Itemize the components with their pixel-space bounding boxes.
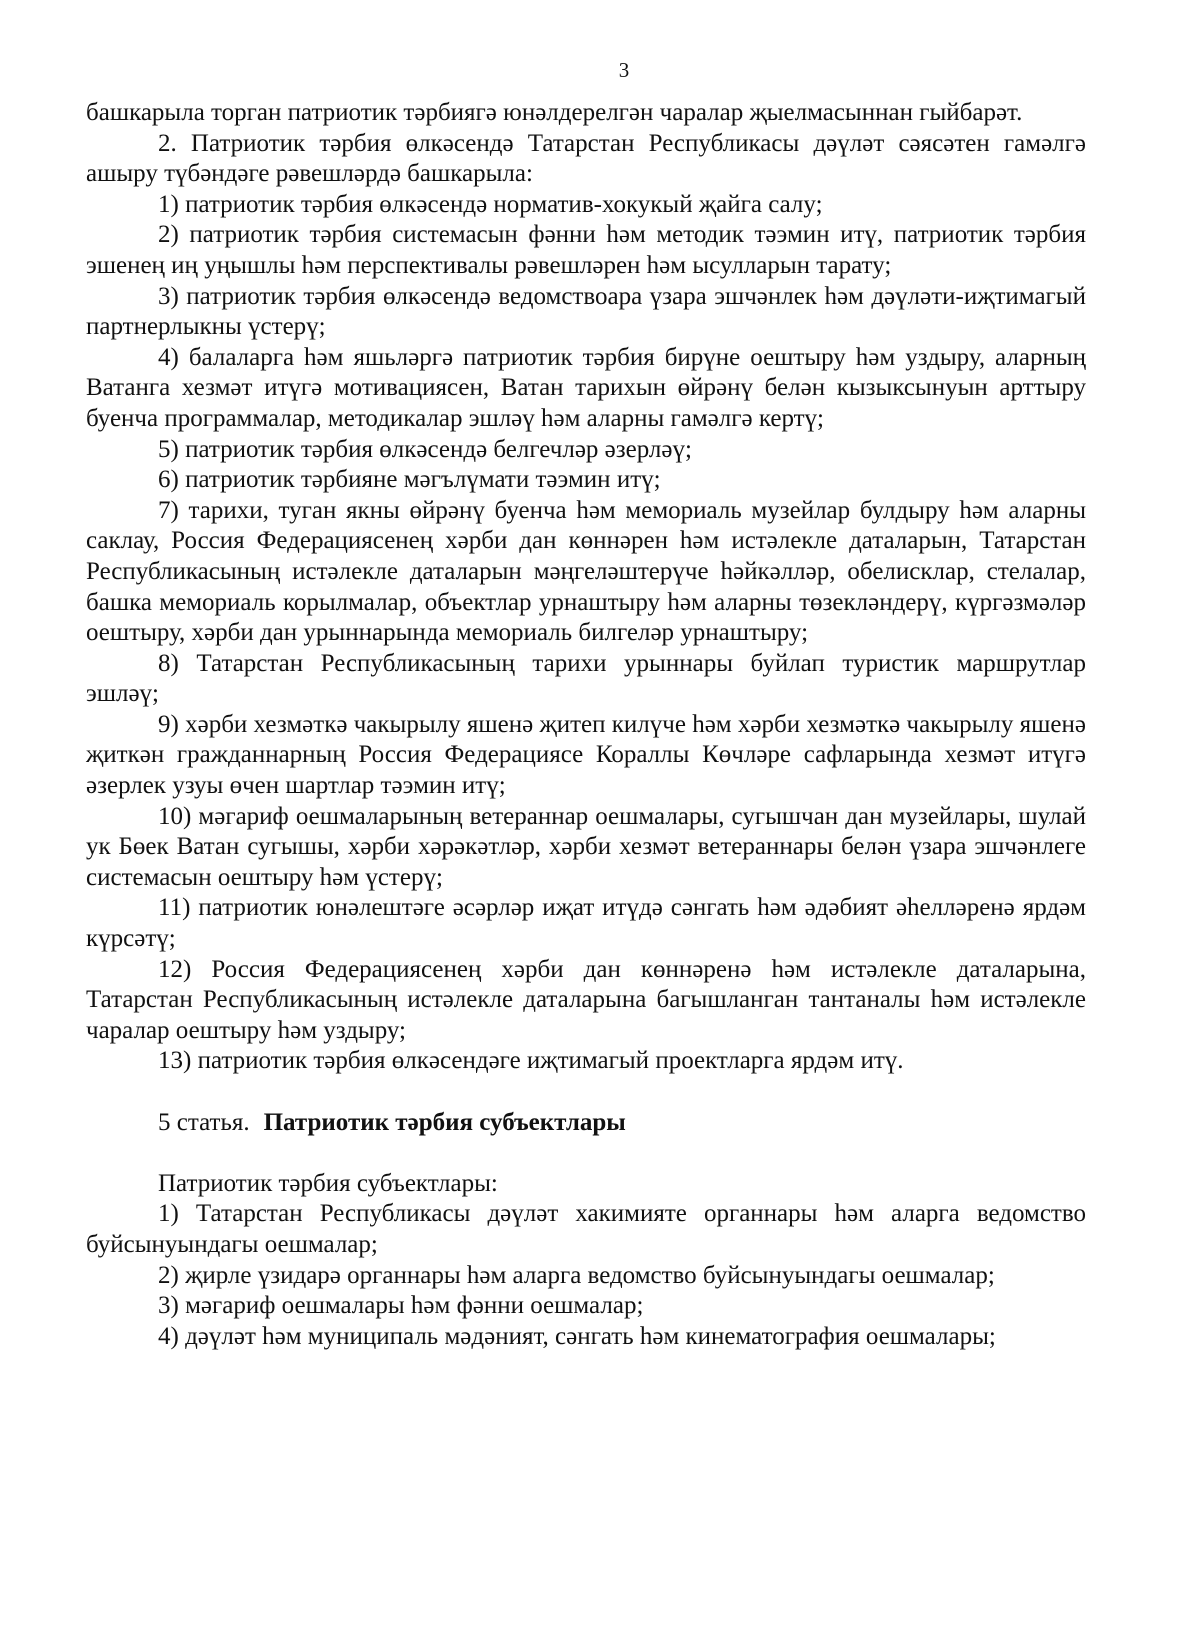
- list-item: 7) тарихи, туган якны өйрәнү буенча һәм мемориаль музейлар булдыру һәм аларны саклау, Россия Федерациясенең хәрби дан көннәрен һәм истәлекле даталарын, Татарстан Республикасының истәлекле даталарын мәңгеләштерүче һәйкәлләр, обелисклар, стелалар, башка мемориаль корылмалар, объектлар урнаштыру һәм аларны төзекләндерү, күргәзмәләр оештыру, хәрби дан урыннарында мемориаль билгеләр урнаштыру;: [86, 496, 1086, 647]
- page-number: 3: [618, 58, 630, 82]
- spacer: [86, 1077, 1086, 1108]
- list-item: 13) патриотик тәрбия өлкәсендәге иҗтимагый проектларга ярдәм итү.: [158, 1047, 904, 1075]
- subjects-intro: Патриотик тәрбия субъектлары:: [158, 1169, 498, 1197]
- article-title: Патриотик тәрбия субъектлары: [263, 1108, 626, 1136]
- document-body: [86, 98, 1086, 1352]
- list-item: 9) хәрби хезмәткә чакырылу яшенә җитеп килүче һәм хәрби хезмәткә чакырылу яшенә җиткән гражданнарның Россия Федерациясе Кораллы Көчләре сафларында хезмәт итүгә әзерлек узуы өчен шартлар тәэмин итү;: [86, 710, 1086, 800]
- article-heading: [86, 1108, 1086, 1139]
- list-item: 12) Россия Федерациясенең хәрби дан көннәренә һәм истәлекле даталарына, Татарстан Республикасының истәлекле даталарына багышланган тантаналы һәм истәлекле чаралар оештыру һәм уздыру;: [86, 955, 1086, 1044]
- list-item: 6) патриотик тәрбияне мәгълүмати тәэмин итү;: [158, 466, 661, 494]
- list-item: 2) патриотик тәрбия системасын фәнни һәм методик тәэмин итү, патриотик тәрбия эшенең иң уңышлы һәм перспективалы рәвешләрен һәм ысулларын тарату;: [86, 221, 1086, 279]
- paragraph-item-2: 2. Патриотик тәрбия өлкәсендә Татарстан Республикасы дәүләт сәясәтен гамәлгә ашыру түбәндәге рәвешләрдә башкарыла:: [86, 129, 1086, 188]
- spacer: [86, 1138, 1086, 1169]
- article-number: 5 статья.: [158, 1108, 250, 1136]
- paragraph-continuation: башкарыла торган патриотик тәрбиягә юнәлдерелгән чаралар җыелмасыннан гыйбарәт.: [86, 99, 1023, 126]
- list-item: 3) мәгариф оешмалары һәм фәнни оешмалар;: [158, 1292, 644, 1320]
- list-item: 2) җирле үзидарә органнары һәм аларга ведомство буйсынуындагы оешмалар;: [158, 1261, 995, 1289]
- list-item: 8) Татарстан Республикасының тарихи урыннары буйлап туристик маршрутлар эшләү;: [86, 649, 1086, 708]
- list-item: 4) дәүләт һәм муниципаль мәдәният, сәнгать һәм кинематография оешмалары;: [158, 1322, 996, 1350]
- list-item: 10) мәгариф оешмаларының ветераннар оешмалары, сугышчан дан музейлары, шулай ук Бөек Ватан сугышы, хәрби хәрәкәтләр, хәрби хезмәт ветераннары белән үзара эшчәнлеге системасын оештыру һәм үстерү;: [86, 802, 1086, 891]
- list-item: 3) патриотик тәрбия өлкәсендә ведомствоара үзара эшчәнлек һәм дәүләти-иҗтимагый партнерлыкны үстерү;: [86, 282, 1086, 341]
- list-item: 1) патриотик тәрбия өлкәсендә норматив-хокукый җайга салу;: [158, 190, 823, 218]
- list-item: 1) Татарстан Республикасы дәүләт хакимияте органнары һәм аларга ведомство буйсынуындагы оешмалар;: [86, 1200, 1086, 1258]
- list-item: 5) патриотик тәрбия өлкәсендә белгечләр әзерләү;: [158, 435, 692, 463]
- list-item: 11) патриотик юнәлештәге әсәрләр иҗат итүдә сәнгать һәм әдәбият әһелләренә ярдәм күрсәтү;: [86, 894, 1086, 953]
- list-item: 4) балаларга һәм яшьләргә патриотик тәрбия бирүне оештыру һәм уздыру, аларның Ватанга хезмәт итүгә мотивациясен, Ватан тарихын өйрәнү белән кызыксынуын арттыру буенча программалар, методикалар эшләү һәм аларны гамәлгә кертү;: [86, 343, 1086, 432]
